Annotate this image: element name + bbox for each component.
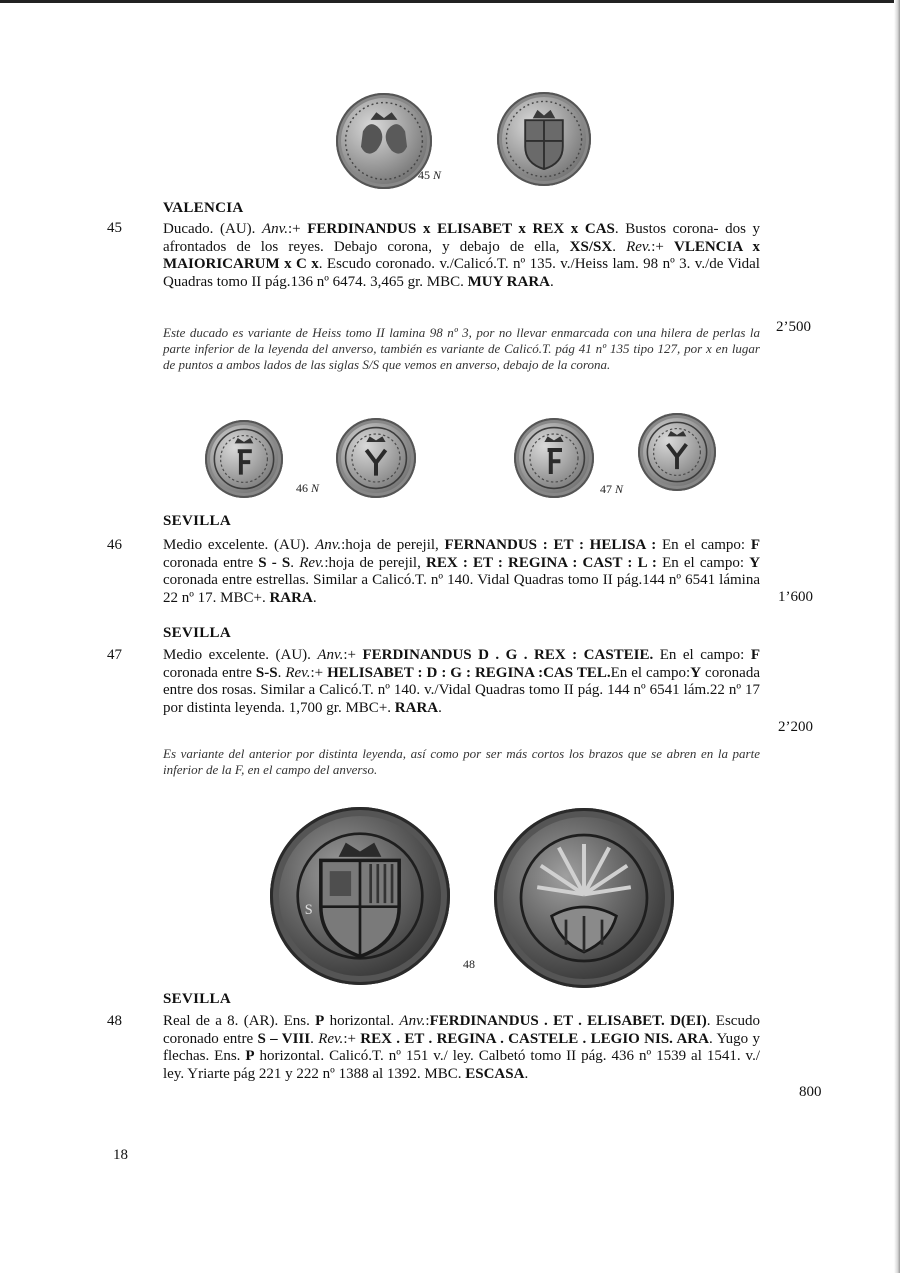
figure-caption-47-metal: N — [615, 482, 624, 496]
lot-46-number: 46 — [107, 537, 122, 553]
page-right-edge — [894, 0, 900, 1273]
lot-46-price: 1’600 — [778, 589, 813, 605]
page-number: 18 — [113, 1147, 128, 1163]
lot-47-description: Medio excelente. (AU). Anv.:+ FERDINANDUS D . G . REX : CASTEIE. En el campo: F coronada entre S-S. Rev.:+ HELISABET : D : G : REGINA :CAS TEL.En el campo:Y coronada entre dos rosas. Similar a Calicó.T. nº 140. v./Vidal Quadras tomo II pág. 144 nº 6541 lám.22 nº 17 por distinta leyenda. 1,700 gr. MBC+. RARA. — [163, 647, 761, 716]
coin-48-reverse-image — [494, 808, 674, 988]
coin-46-reverse-image — [336, 418, 416, 498]
lot-48-heading: SEVILLA — [163, 991, 231, 1007]
lot-45-number: 45 — [107, 220, 122, 236]
figure-caption-45 — [418, 168, 441, 183]
lot-45-heading: VALENCIA — [163, 200, 244, 216]
lot-48-price: 800 — [799, 1084, 822, 1100]
lot-47-price: 2’200 — [778, 719, 813, 735]
page-top-edge — [0, 0, 900, 3]
figure-caption-45-metal: N — [433, 168, 442, 182]
figure-caption-46-metal: N — [311, 481, 320, 495]
figure-caption-46-number: 46 — [296, 481, 308, 495]
lot-47-note: Es variante del anterior por distinta leyenda, así como por ser más cortos los brazos que se abren en la parte inferior de la F, en el campo del anverso. — [163, 746, 760, 777]
svg-text:S: S — [304, 901, 313, 918]
figure-caption-46 — [296, 481, 319, 496]
coin-47-obverse-image — [514, 418, 594, 498]
lot-47-number: 47 — [107, 647, 122, 663]
lot-48-description: Real de a 8. (AR). Ens. P horizontal. Anv.:FERDINANDUS . ET . ELISABET. D(EI). Escudo coronado entre S – VIII. Rev.:+ REX . ET . REGINA . CASTELE . LEGIO NIS. ARA. Yugo y flechas. Ens. P horizontal. Calicó.T. nº 151 v./ ley. Calbetó tomo II pág. 436 nº 1539 al 1541. v./ ley. Yriarte pág 221 y 222 nº 1388 al 1392. MBC. ESCASA. — [163, 1013, 761, 1082]
lot-46-heading: SEVILLA — [163, 513, 231, 529]
lot-45-price: 2’500 — [776, 319, 811, 335]
lot-45-note: Este ducado es variante de Heiss tomo II lamina 98 nº 3, por no llevar enmarcada con una hilera de perlas la parte inferior de la leyenda del anverso, también es variante de Calicó.T. pág 41 nº 135 tipo 127, por x en lugar de puntos a ambos lados de las siglas S/S que vemos en anverso, debajo de la corona. — [163, 325, 760, 372]
figure-caption-45-number: 45 — [418, 168, 430, 182]
figure-caption-48: 48 — [463, 957, 475, 971]
lot-46-description: Medio excelente. (AU). Anv.:hoja de perejil, FERNANDUS : ET : HELISA : En el campo: F coronada entre S - S. Rev.:hoja de perejil, REX : ET : REGINA : CAST : L : En el campo: Y coronada entre estrellas. Similar a Calicó.T. nº 140. Vidal Quadras tomo II pág.144 nº 6541 lámina 22 nº 17. MBC+. RARA. — [163, 537, 761, 606]
coin-46-obverse-image — [205, 420, 283, 498]
lot-47-heading: SEVILLA — [163, 625, 231, 641]
lot-45-description: Ducado. (AU). Anv.:+ FERDINANDUS x ELISABET x REX x CAS. Bustos corona- dos y afrontados de los reyes. Debajo corona, y debajo de ella, XS/SX. Rev.:+ VLENCIA x MAIORICARUM x C x. Escudo coronado. v./Calicó.T. nº 135. v./Heiss lam. 98 nº 3. v./de Vidal Quadras tomo II pág.136 nº 6474. 3,465 gr. MBC. MUY RARA. — [163, 221, 761, 290]
lot-48-number: 48 — [107, 1013, 122, 1029]
figure-caption-47-number: 47 — [600, 482, 612, 496]
coin-48-obverse-image — [270, 807, 450, 985]
coin-47-reverse-image — [638, 413, 716, 491]
coin-45-reverse-image — [497, 92, 591, 186]
figure-caption-47 — [600, 482, 623, 497]
